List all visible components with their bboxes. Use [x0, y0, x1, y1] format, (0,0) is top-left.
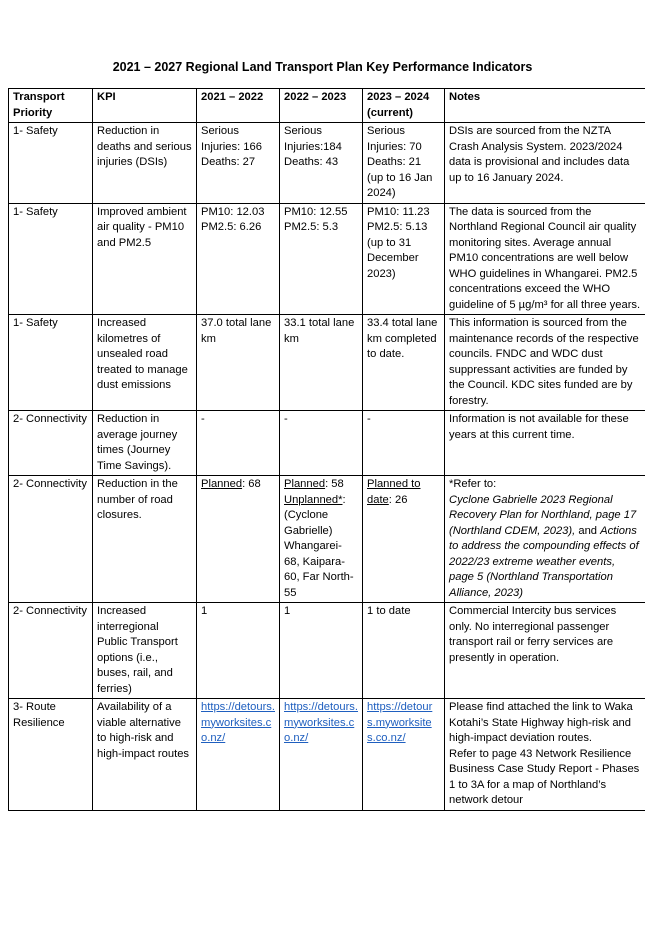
cell-2021-2022: PM10: 12.03 PM2.5: 6.26	[197, 203, 280, 315]
cell-notes: This information is sourced from the maintenance records of the respective councils. FNDC and WDC dust suppressant activities are funded by the Council. KDC sites funded are by forestry.	[445, 315, 645, 411]
cell-kpi: Improved ambient air quality - PM10 and PM2.5	[93, 203, 197, 315]
table-row	[9, 203, 645, 315]
header-2022-2023: 2022 – 2023	[280, 89, 363, 123]
cell-2023-2024: Serious Injuries: 70 Deaths: 21 (up to 16 Jan 2024)	[363, 123, 445, 204]
cell-kpi: Reduction in average journey times (Journey Time Savings).	[93, 411, 197, 476]
notes-refer: *Refer to:	[449, 478, 497, 490]
cell-priority: 2- Connectivity	[9, 603, 93, 699]
planned-label: Planned	[201, 478, 243, 490]
detours-link[interactable]: https://detours.myworksites.co.nz/	[284, 701, 359, 744]
cell-2021-2022	[197, 476, 280, 603]
header-2023-2024: 2023 – 2024 (current)	[363, 89, 445, 123]
detours-link[interactable]: https://detours.myworksites.co.nz/	[201, 701, 276, 744]
cell-kpi: Reduction in the number of road closures.	[93, 476, 197, 603]
cell-2023-2024: 33.4 total lane km completed to date.	[363, 315, 445, 411]
cell-priority: 2- Connectivity	[9, 411, 93, 476]
cell-2022-2023	[280, 476, 363, 603]
notes-paragraph-2: Refer to page 43 Network Resilience Business Case Study Report - Phases 1 to 3A for a map of Northland’s network detour	[449, 747, 640, 806]
notes-paragraph-1: Please find attached the link to Waka Kotahi’s State Highway high-risk and high-impact deviation routes.	[449, 701, 633, 744]
planned-label: Planned	[284, 478, 326, 490]
header-notes: Notes	[445, 89, 645, 123]
cell-2023-2024: PM10: 11.23 PM2.5: 5.13 (up to 31 December 2023)	[363, 203, 445, 315]
cell-notes: Information is not available for these years at this current time.	[445, 411, 645, 476]
cell-notes: DSIs are sourced from the NZTA Crash Analysis System. 2023/2024 data is provisional and includes data up to 16 January 2024.	[445, 123, 645, 204]
table-row	[9, 699, 645, 811]
table-row	[9, 315, 645, 411]
cell-kpi: Increased interregional Public Transport options (i.e., buses, rail, and ferries)	[93, 603, 197, 699]
notes-and: and	[575, 524, 601, 537]
cell-priority: 1- Safety	[9, 203, 93, 315]
cell-2021-2022	[197, 699, 280, 811]
table-row	[9, 476, 645, 603]
planned-value: : 58	[325, 478, 344, 490]
header-2021-2022: 2021 – 2022	[197, 89, 280, 123]
cell-2021-2022: -	[197, 411, 280, 476]
cell-2021-2022: 37.0 total lane km	[197, 315, 280, 411]
detours-link[interactable]: https://detours.myworksites.co.nz/	[367, 701, 433, 744]
cell-priority: 1- Safety	[9, 123, 93, 204]
cell-2023-2024	[363, 699, 445, 811]
planned-to-date-value: : 26	[388, 493, 408, 506]
cell-priority: 2- Connectivity	[9, 476, 93, 603]
table-row	[9, 123, 645, 204]
table-row	[9, 411, 645, 476]
kpi-table	[8, 88, 645, 811]
notes-reference-1: Cyclone Gabrielle 2023 Regional Recovery Plan for Northland, page 17 (Northland CDEM, 2023),	[449, 493, 637, 537]
cell-2023-2024: 1 to date	[363, 603, 445, 699]
cell-notes	[445, 699, 645, 811]
table-row	[9, 603, 645, 699]
header-transport-priority: Transport Priority	[9, 89, 93, 123]
table-header-row	[9, 89, 645, 123]
cell-kpi: Reduction in deaths and serious injuries (DSIs)	[93, 123, 197, 204]
cell-notes: Commercial Intercity bus services only. No interregional passenger transport rail or ferry services are presently in operation.	[445, 603, 645, 699]
header-kpi: KPI	[93, 89, 197, 123]
cell-2022-2023: Serious Injuries:184 Deaths: 43	[280, 123, 363, 204]
notes-reference-2: Actions to address the compounding effects of 2022/23 extreme weather events, page 5 (Northland Transportation Alliance, 2023)	[449, 524, 639, 599]
page-title: 2021 – 2027 Regional Land Transport Plan Key Performance Indicators	[112, 60, 533, 74]
cell-kpi: Increased kilometres of unsealed road treated to manage dust emissions	[93, 315, 197, 411]
unplanned-label: Unplanned*	[284, 493, 343, 506]
cell-2022-2023: -	[280, 411, 363, 476]
planned-value: : 68	[242, 478, 261, 490]
cell-notes	[445, 476, 645, 603]
cell-2022-2023	[280, 699, 363, 811]
cell-2021-2022: 1	[197, 603, 280, 699]
cell-notes: The data is sourced from the Northland Regional Council air quality monitoring sites. Average annual PM10 concentrations are well below WHO guidelines in Whangarei. PM2.5 concentrations exceed the WHO guideline of 5 µg/m³ for all three years.	[445, 203, 645, 315]
cell-2022-2023: PM10: 12.55 PM2.5: 5.3	[280, 203, 363, 315]
cell-2023-2024: -	[363, 411, 445, 476]
unplanned-value: : (Cyclone Gabrielle) Whangarei- 68, Kaipara- 60, Far North- 55	[284, 493, 354, 599]
planned-to-date-label: Planned to date	[367, 478, 421, 506]
cell-2023-2024	[363, 476, 445, 603]
cell-kpi: Availability of a viable alternative to high-risk and high-impact routes	[93, 699, 197, 811]
cell-priority: 3- Route Resilience	[9, 699, 93, 811]
cell-2021-2022: Serious Injuries: 166 Deaths: 27	[197, 123, 280, 204]
cell-2022-2023: 1	[280, 603, 363, 699]
cell-2022-2023: 33.1 total lane km	[280, 315, 363, 411]
cell-priority: 1- Safety	[9, 315, 93, 411]
